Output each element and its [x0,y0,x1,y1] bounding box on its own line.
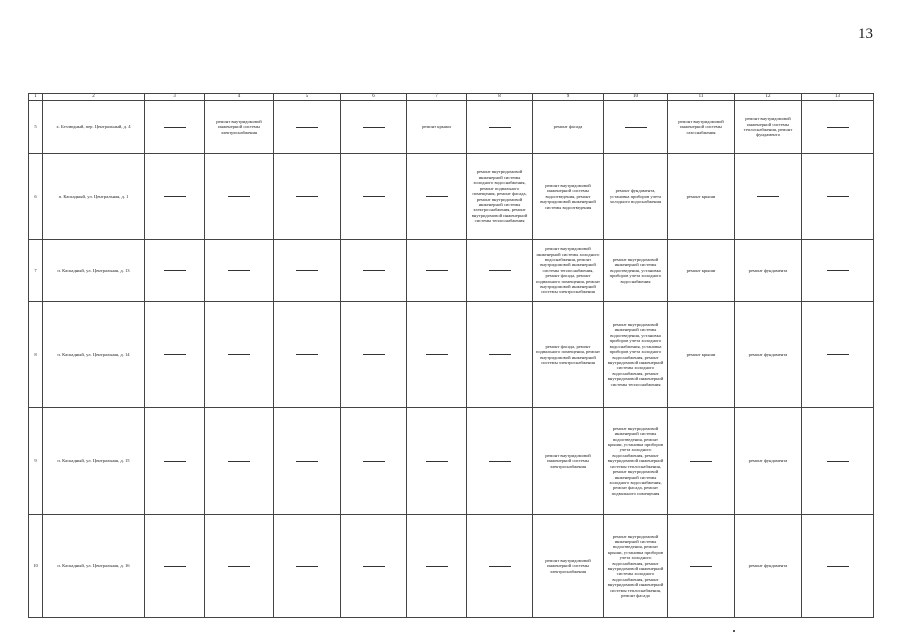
address-cell: п. Каскадный, ул. Центральная, д. 15 [43,408,145,515]
work-cell: ремонт крыши [668,240,735,302]
row-number: 9 [29,408,43,515]
empty-cell [802,154,874,240]
empty-cell [467,408,533,515]
empty-cell [145,154,205,240]
row-number: 6 [29,154,43,240]
empty-cell [205,302,274,408]
dash-mark [363,566,385,567]
empty-cell [145,408,205,515]
dash-mark [363,461,385,462]
table-row [29,240,874,302]
column-number: 7 [407,94,467,101]
work-cell: ремонт внутридомовой инженерной системы холодного водоснабжения, ремонт внутридомовой инженерной системы теплоснабжения, ремонт фасада, ремонт подвального помещения, ремонт внутридомовой инженерной системы электроснабжения [533,240,604,302]
table-row [29,154,874,240]
dash-mark [827,127,849,128]
work-cell: ремонт внутридомовой инженерной системы водоотведения, ремонт крыши, установка приборов учета холодного водоснабжения, ремонт внутридомовой инженерной системы холодного водоснабжения, ремонт внутридомовой инженерной системы теплоснабжения, ремонт фасада [604,515,668,618]
empty-cell [467,302,533,408]
dash-mark [164,354,186,355]
dash-mark [228,196,250,197]
empty-cell [467,515,533,618]
empty-cell [341,408,407,515]
empty-cell [341,101,407,154]
work-cell: ремонт крыши [668,154,735,240]
empty-cell [407,302,467,408]
empty-cell [802,240,874,302]
work-cell: ремонт крыши [407,101,467,154]
empty-cell [802,101,874,154]
empty-cell [604,101,668,154]
column-number: 10 [604,94,668,101]
empty-cell [274,154,341,240]
work-cell: ремонт внутридомовой инженерной системы газоснабжения [668,101,735,154]
row-number: 5 [29,101,43,154]
dash-mark [228,461,250,462]
empty-cell [274,515,341,618]
work-cell: ремонт внутридомовой инженерной системы водоотведения, установка приборов учета холодного водоснабжения, установка приборов учета холодного водоснабжения, ремонт внутридомовой инженерной системы холодного водоснабжения, ремонт внутридомовой инженерной системы теплоснабжения [604,302,668,408]
table-row [29,408,874,515]
empty-cell [407,515,467,618]
empty-cell [205,154,274,240]
dash-mark [757,196,779,197]
table-row [29,302,874,408]
dash-mark [489,354,511,355]
empty-cell [205,240,274,302]
dash-mark [363,196,385,197]
empty-cell [467,240,533,302]
empty-cell [407,408,467,515]
empty-cell [735,154,802,240]
empty-cell [341,515,407,618]
empty-cell [802,515,874,618]
dash-mark [296,566,318,567]
row-number: 7 [29,240,43,302]
empty-cell [341,240,407,302]
empty-cell [341,302,407,408]
dash-mark [489,270,511,271]
work-cell: ремонт фундамента [735,240,802,302]
dash-mark [426,566,448,567]
column-number: 13 [802,94,874,101]
dash-mark [625,127,647,128]
dash-mark [827,566,849,567]
column-number: 9 [533,94,604,101]
work-cell: ремонт фундамента [735,408,802,515]
empty-cell [145,240,205,302]
empty-cell [407,240,467,302]
dash-mark [296,354,318,355]
scan-speck [733,630,735,632]
dash-mark [827,196,849,197]
dash-mark [164,270,186,271]
work-cell: ремонт фундамента, установка приборов учета холодного водоснабжения [604,154,668,240]
empty-cell [274,302,341,408]
dash-mark [426,196,448,197]
empty-cell [205,515,274,618]
row-number: 8 [29,302,43,408]
empty-cell [274,101,341,154]
dash-mark [690,461,712,462]
address-cell: п. Каскадный, ул. Центральная, д. 13 [43,240,145,302]
dash-mark [489,127,511,128]
dash-mark [296,196,318,197]
work-cell: ремонт крыши [668,302,735,408]
dash-mark [228,270,250,271]
dash-mark [363,270,385,271]
work-cell: ремонт внутридомовой инженерной системы водоотведения, ремонт внутридомовой инженерной системы водоотведения [533,154,604,240]
dash-mark [489,566,511,567]
empty-cell [668,515,735,618]
dash-mark [827,461,849,462]
dash-mark [296,461,318,462]
page-number: 13 [858,26,873,42]
column-number-row [29,94,874,101]
empty-cell [668,408,735,515]
work-cell: ремонт фасада, ремонт подвального помещения, ремонт внутридомовой инженерной системы электроснабжения [533,302,604,408]
work-cell: ремонт внутридомовой инженерной системы водоотведения, установка приборов учета холодного водоснабжения [604,240,668,302]
empty-cell [802,408,874,515]
dash-mark [228,354,250,355]
empty-cell [145,101,205,154]
dash-mark [164,461,186,462]
address-cell: п. Каскадный, ул. Центральная, д. 1 [43,154,145,240]
work-cell: ремонт фасада [533,101,604,154]
work-cell: ремонт фундамента [735,302,802,408]
table-row [29,515,874,618]
column-number: 4 [205,94,274,101]
empty-cell [145,302,205,408]
column-number: 1 [29,94,43,101]
dash-mark [363,354,385,355]
dash-mark [426,270,448,271]
column-number: 3 [145,94,205,101]
dash-mark [489,461,511,462]
address-cell: п. Каскадный, ул. Центральная, д. 16 [43,515,145,618]
address-cell: х. Безлюдный, пер. Центральный, д. 4 [43,101,145,154]
dash-mark [164,127,186,128]
work-cell: ремонт фундамента [735,515,802,618]
column-number: 6 [341,94,407,101]
work-cell: ремонт внутридомовой инженерной системы электроснабжения [205,101,274,154]
work-cell: ремонт внутридомовой инженерной системы электроснабжения [533,408,604,515]
dash-mark [296,270,318,271]
dash-mark [363,127,385,128]
dash-mark [827,270,849,271]
column-number: 12 [735,94,802,101]
empty-cell [341,154,407,240]
empty-cell [467,101,533,154]
dash-mark [296,127,318,128]
empty-cell [205,408,274,515]
repair-schedule-table [28,93,874,618]
column-number: 11 [668,94,735,101]
address-cell: п. Каскадный, ул. Центральная, д. 14 [43,302,145,408]
empty-cell [274,240,341,302]
empty-cell [274,408,341,515]
work-cell: ремонт внутридомовой инженерной системы холодного водоснабжения, ремонт подвального помещения, ремонт фасада, ремонт внутридомовой инженерной системы электроснабжения, ремонт внутридомовой инженерной системы теплоснабжения [467,154,533,240]
work-cell: ремонт внутридомовой инженерной системы водоотведения, ремонт крыши, установка приборов учета холодного водоснабжения, ремонт внутридомовой инженерной системы теплоснабжения, ремонт внутридомовой инженерной системы холодного водоснабжения, ремонт фасада, ремонт подвального помещения [604,408,668,515]
dash-mark [426,461,448,462]
column-number: 2 [43,94,145,101]
column-number: 8 [467,94,533,101]
table-row [29,101,874,154]
row-number: 10 [29,515,43,618]
work-cell: ремонт внутридомовой инженерной системы электроснабжения [533,515,604,618]
empty-cell [407,154,467,240]
work-cell: ремонт внутридомовой инженерной системы теплоснабжения, ремонт фундамента [735,101,802,154]
dash-mark [690,566,712,567]
dash-mark [164,566,186,567]
dash-mark [228,566,250,567]
empty-cell [145,515,205,618]
dash-mark [164,196,186,197]
dash-mark [426,354,448,355]
empty-cell [802,302,874,408]
column-number: 5 [274,94,341,101]
dash-mark [827,354,849,355]
